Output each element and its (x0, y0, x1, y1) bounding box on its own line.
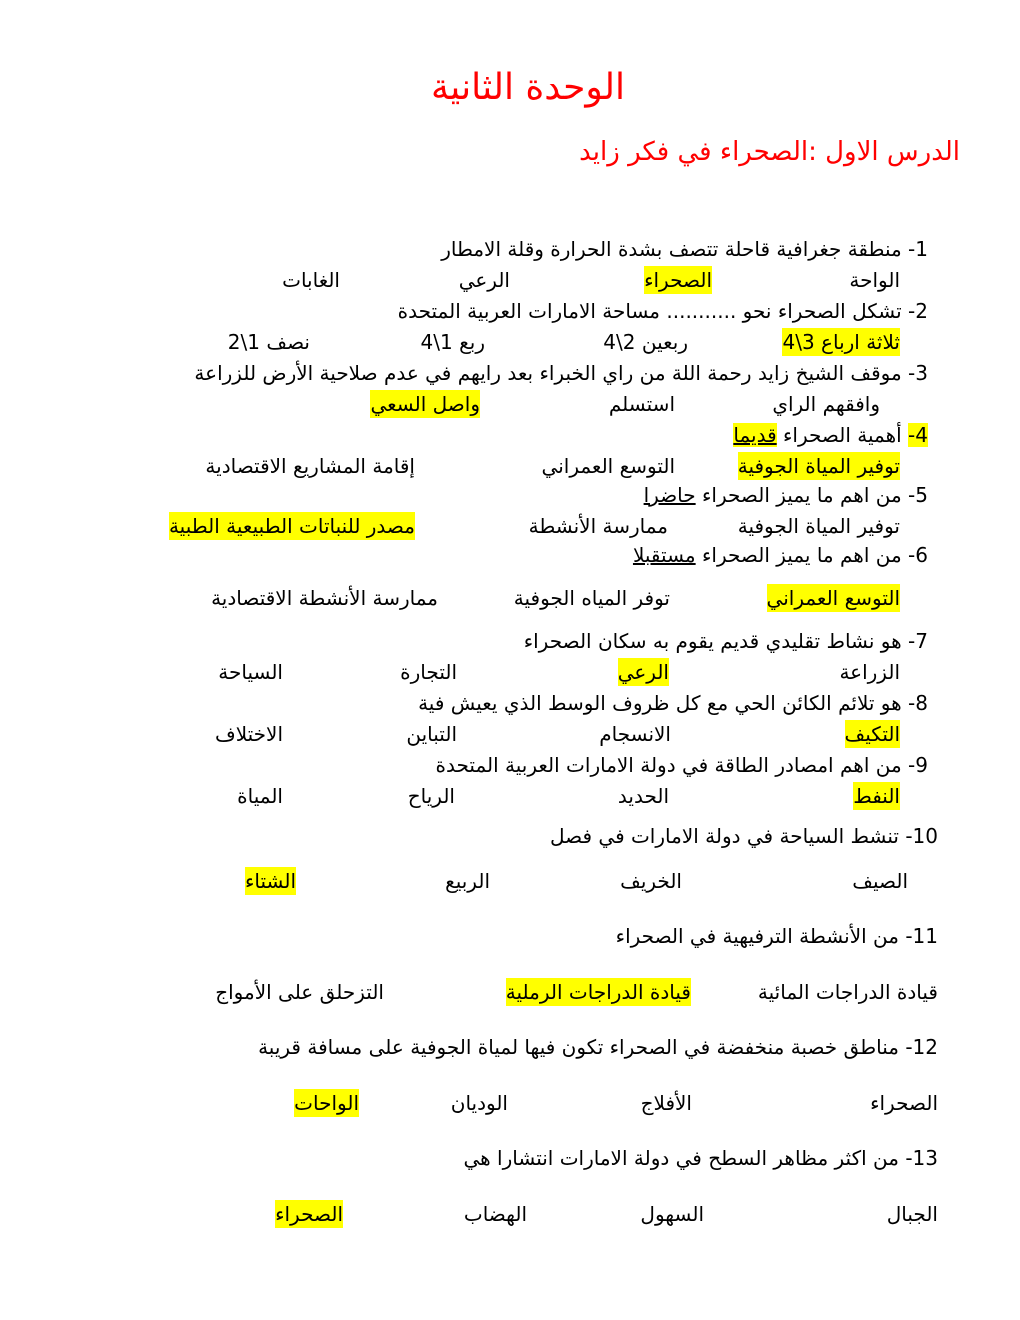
q10-option-3: الربيع (445, 869, 490, 893)
q6-option-3: ممارسة الأنشطة الاقتصادية (211, 586, 438, 610)
question-7: 7- هو نشاط تقليدي قديم يقوم به سكان الصحراء (523, 629, 928, 653)
q9-option-1-answer: النفط (853, 784, 900, 808)
question-10: 10- تنشط السياحة في دولة الامارات في فصل (549, 824, 938, 848)
q8-option-2: الانسجام (599, 722, 671, 746)
q4-keyword: قديما (733, 423, 777, 447)
q12-option-4-answer: الواحات (294, 1091, 359, 1115)
question-4 (733, 421, 928, 449)
q1-option-1: الواحة (849, 268, 900, 292)
q7-option-4: السياحة (218, 660, 283, 684)
q13-option-1: الجبال (886, 1202, 938, 1226)
q6-keyword: مستقبلا (632, 543, 696, 567)
q6-text: 6- من اهم ما يميز الصحراء (702, 543, 928, 567)
question-11: 11- من الأنشطة الترفيهية في الصحراء (615, 924, 938, 948)
q4-text: أهمية الصحراء (783, 423, 902, 447)
q1-option-3: الرعي (458, 268, 510, 292)
question-12: 12- مناطق خصبة منخفضة في الصحراء تكون فيها لمياة الجوفية على مسافة قريبة (258, 1035, 938, 1059)
q11-option-2-answer: قيادة الدراجات الرملية (505, 980, 691, 1004)
lesson-title: الدرس الاول :الصحراء في فكر زايد (579, 137, 960, 167)
q2-option-3: ربع 1\4 (420, 330, 485, 354)
q8-option-3: التباين (406, 722, 457, 746)
q12-option-1: الصحراء (870, 1091, 938, 1115)
page-title: الوحدة الثانية (430, 67, 625, 108)
q12-option-2: الأفلاج (640, 1091, 692, 1115)
q7-option-2-answer: الرعي (617, 660, 669, 684)
q13-option-2: السهول (640, 1202, 704, 1226)
q5-option-3-answer: مصدر للنباتات الطبيعية الطبية (168, 514, 415, 538)
q8-option-1-answer: التكيف (844, 722, 900, 746)
q4-option-1-answer: توفير المياة الجوفية (737, 454, 900, 478)
q9-option-3: الرياح (407, 784, 455, 808)
q6-option-1-answer: التوسع العمراني (766, 586, 900, 610)
q10-option-2: الخريف (620, 869, 682, 893)
q11-option-3: التزحلق على الأمواج (215, 980, 384, 1004)
q5-text: 5- من اهم ما يميز الصحراء (702, 483, 928, 507)
q4-option-2: التوسع العمراني (541, 454, 675, 478)
q3-option-2: استسلم (608, 392, 675, 416)
q5-option-2: ممارسة الأنشطة (528, 514, 668, 538)
question-5 (644, 481, 928, 509)
question-9: 9- من اهم امصادر الطاقة في دولة الامارات العربية المتحدة (435, 753, 928, 777)
q6-option-2: توفر المياه الجوفية (513, 586, 670, 610)
question-3: 3- موقف الشيخ زايد رحمة اللة من راي الخبراء بعد رايهم في عدم صلاحية الأرض للزراعة (194, 361, 928, 385)
q3-option-1: وافقهم الراي (772, 392, 880, 416)
question-13: 13- من اكثر مظاهر السطح في دولة الامارات انتشارا هي (463, 1146, 938, 1170)
q7-option-1: الزراعة (839, 660, 900, 684)
q1-option-2-answer: الصحراء (644, 268, 712, 292)
question-2: 2- تشكل الصحراء نحو ........... مساحة الامارات العربية المتحدة (397, 299, 928, 323)
q1-option-4: الغابات (282, 268, 340, 292)
q7-option-3: التجارة (400, 660, 457, 684)
q5-option-1: توفير المياة الجوفية (737, 514, 900, 538)
q12-option-3: الوديان (450, 1091, 508, 1115)
q9-option-2: الحديد (617, 784, 669, 808)
question-1: 1- منطقة جغرافية قاحلة تتصف بشدة الحرارة وقلة الامطار (441, 237, 928, 261)
q5-keyword: حاضرا (643, 483, 696, 507)
q4-number: 4- (908, 423, 928, 447)
q2-option-2: ربعين 2\4 (603, 330, 688, 354)
q2-option-1-answer: ثلاثة ارباع 3\4 (782, 330, 900, 354)
q3-option-3-answer: واصل السعي (370, 392, 480, 416)
q13-option-4-answer: الصحراء (275, 1202, 343, 1226)
q10-option-4-answer: الشتاء (244, 869, 296, 893)
q8-option-4: الاختلاف (214, 722, 283, 746)
question-6 (633, 541, 928, 569)
q9-option-4: المياة (237, 784, 283, 808)
q11-option-1: قيادة الدراجات المائية (757, 980, 938, 1004)
q2-option-4: نصف 1\2 (227, 330, 310, 354)
q10-option-1: الصيف (852, 869, 908, 893)
q13-option-3: الهضاب (463, 1202, 527, 1226)
q4-option-3: إقامة المشاريع الاقتصادية (205, 454, 415, 478)
question-8: 8- هو تلائم الكائن الحي مع كل ظروف الوسط الذي يعيش فية (418, 691, 928, 715)
